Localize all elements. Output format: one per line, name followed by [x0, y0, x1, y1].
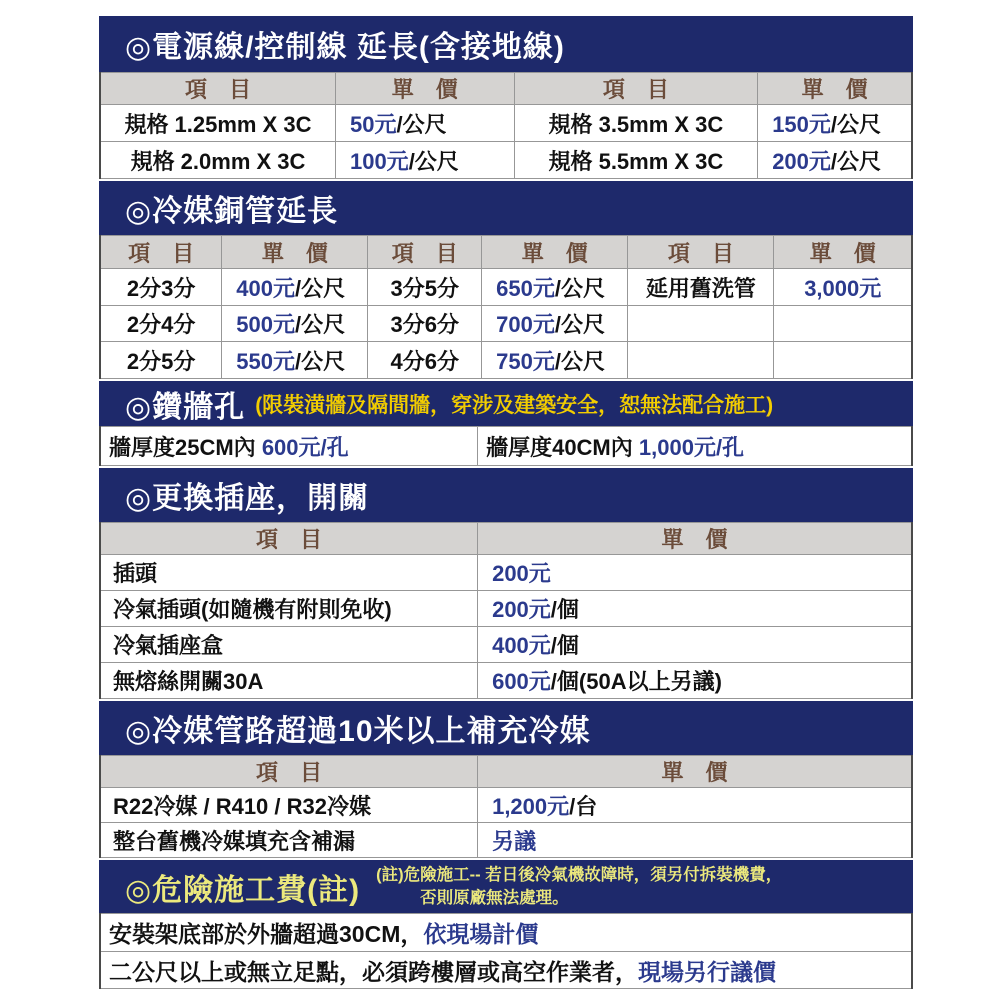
price-unit: /公尺 [554, 312, 605, 337]
installation-price-sheet [99, 16, 913, 989]
cell-price [478, 788, 912, 823]
cell-price [478, 823, 912, 858]
pricing-note: 現場另行議價 [638, 958, 776, 985]
section-copper-pipe-titlebar [99, 181, 913, 235]
wall-thickness-label: 牆厚度40CM內 [486, 434, 639, 460]
price-value: 550元 [236, 348, 296, 374]
cell-pipe-size: 4分6分 [368, 342, 482, 379]
cell-danger-condition [100, 952, 912, 989]
cell-item: 冷氣插座盒 [100, 627, 478, 663]
cell-price [482, 306, 628, 342]
section-refrigerant-titlebar [99, 701, 913, 755]
cell-item: 插頭 [100, 555, 478, 591]
cell-price [478, 627, 912, 663]
table-row [100, 788, 912, 823]
column-header-price: 單 價 [774, 236, 912, 269]
cell-price [222, 306, 368, 342]
price-value: 200元 [772, 148, 831, 174]
section-refrigerant-title: ◎冷媒管路超過10米以上補充冷媒 [125, 715, 591, 748]
column-header-price: 單 價 [482, 236, 628, 269]
cell-danger-condition [100, 914, 912, 952]
section-wall-drilling-titlebar [99, 381, 913, 426]
cell-empty [774, 306, 912, 342]
cell-price [482, 342, 628, 379]
cell-pipe-size: 2分4分 [100, 306, 222, 342]
table-row [100, 555, 912, 591]
table-row [100, 627, 912, 663]
cell-empty [628, 306, 774, 342]
price-value: 50元 [349, 111, 397, 137]
pricing-note: 依現場計價 [423, 921, 539, 947]
danger-fee-note [376, 864, 788, 909]
cell-spec: 規格 1.25mm X 3C [100, 105, 335, 142]
cell-wall-thickness-price [100, 427, 478, 466]
price-value: 200元 [492, 597, 551, 622]
section-outlet-switch-titlebar [99, 468, 913, 522]
table-row [100, 142, 912, 179]
cell-item: 冷氣插頭(如隨機有附則免收) [100, 591, 478, 627]
column-header-price: 單 價 [478, 523, 912, 555]
cell-pipe-size: 2分5分 [100, 342, 222, 379]
column-header-price: 單 價 [335, 73, 514, 105]
price-value: 400元 [236, 275, 296, 301]
condition-text: 安裝架底部於外牆超過30CM， [109, 921, 424, 947]
column-header-item: 項 目 [628, 236, 774, 269]
cell-reuse-old-pipe: 延用舊洗管 [628, 269, 774, 306]
price-unit: /個 [550, 633, 579, 658]
price-unit: /公尺 [830, 148, 882, 174]
price-value: 1,000元/孔 [638, 434, 745, 460]
outlet-switch-header-row [100, 523, 912, 555]
cell-price [774, 269, 912, 306]
section-copper-pipe-title: ◎冷媒銅管延長 [125, 195, 339, 228]
price-value: 100元 [349, 148, 409, 174]
price-unit: /公尺 [295, 275, 346, 301]
price-unit: /台 [569, 793, 598, 819]
price-value: 400元 [492, 633, 551, 658]
table-row [100, 342, 912, 379]
price-value: 200元 [492, 561, 551, 586]
table-row [100, 823, 912, 858]
price-value: 600元 [492, 669, 551, 694]
column-header-price: 單 價 [222, 236, 368, 269]
cell-item: R22冷媒 / R410 / R32冷媒 [100, 788, 478, 823]
column-header-price: 單 價 [478, 756, 912, 788]
price-value: 3,000元 [804, 275, 882, 301]
column-header-item: 項 目 [100, 756, 478, 788]
price-unit: /公尺 [554, 348, 605, 374]
section-wall-drilling-title: ◎鑽牆孔 [125, 390, 246, 424]
wall-drilling-restriction-note: (限裝潢牆及隔間牆，穿涉及建築安全，恕無法配合施工) [255, 393, 774, 417]
price-value: 700元 [496, 312, 555, 337]
column-header-item: 項 目 [100, 236, 222, 269]
wall-drilling-table [99, 426, 913, 466]
price-value: 600元/孔 [261, 434, 349, 460]
copper-pipe-table [99, 235, 913, 379]
section-danger-fee-title: ◎危險施工費(註) [125, 873, 361, 907]
cell-price [335, 142, 514, 179]
cell-spec: 規格 5.5mm X 3C [514, 142, 758, 179]
column-header-price: 單 價 [758, 73, 912, 105]
price-value: 750元 [496, 348, 555, 374]
table-row [100, 663, 912, 699]
cell-item: 整台舊機冷媒填充含補漏 [100, 823, 478, 858]
column-header-item: 項 目 [368, 236, 482, 269]
section-power-cable-title: ◎電源線/控制線 延長(含接地線) [125, 31, 565, 64]
column-header-item: 項 目 [100, 73, 335, 105]
wall-thickness-label: 牆厚度25CM內 [109, 434, 262, 460]
price-unit: /公尺 [554, 275, 605, 301]
table-row [100, 105, 912, 142]
cell-price [758, 142, 912, 179]
cell-spec: 規格 2.0mm X 3C [100, 142, 335, 179]
table-row [100, 952, 912, 989]
cell-price [222, 342, 368, 379]
cell-price [478, 555, 912, 591]
section-power-cable-titlebar [99, 16, 913, 72]
price-unit: /個 [550, 597, 579, 622]
table-row [100, 427, 912, 466]
power-cable-header-row [100, 73, 912, 105]
cell-pipe-size: 3分5分 [368, 269, 482, 306]
cell-price [478, 591, 912, 627]
cell-spec: 規格 3.5mm X 3C [514, 105, 758, 142]
cell-wall-thickness-price [478, 427, 912, 466]
power-cable-table [99, 72, 913, 179]
section-danger-fee-titlebar [99, 860, 913, 913]
price-value: 1,200元 [492, 793, 570, 819]
price-unit: /公尺 [295, 312, 346, 337]
price-value: 500元 [236, 312, 296, 337]
cell-price [335, 105, 514, 142]
cell-empty [774, 342, 912, 379]
cell-price [482, 269, 628, 306]
table-row [100, 306, 912, 342]
price-unit: /公尺 [295, 348, 346, 374]
table-row [100, 914, 912, 952]
section-outlet-switch-title: ◎更換插座，開關 [125, 482, 370, 515]
price-unit: /公尺 [408, 148, 459, 174]
price-unit: /個(50A以上另議) [550, 669, 722, 694]
danger-fee-note-line2: 否則原廠無法處理。 [420, 888, 569, 907]
refrigerant-header-row [100, 756, 912, 788]
copper-pipe-header-row [100, 236, 912, 269]
price-value: 150元 [772, 111, 831, 137]
price-unit: /公尺 [396, 111, 447, 137]
cell-price [478, 663, 912, 699]
cell-pipe-size: 2分3分 [100, 269, 222, 306]
column-header-item: 項 目 [514, 73, 758, 105]
condition-text: 二公尺以上或無立足點，必須跨樓層或高空作業者， [109, 958, 638, 985]
price-unit: /公尺 [830, 111, 882, 137]
danger-fee-table [99, 913, 913, 989]
cell-price [758, 105, 912, 142]
cell-empty [628, 342, 774, 379]
cell-pipe-size: 3分6分 [368, 306, 482, 342]
cell-price [222, 269, 368, 306]
price-value: 另議 [492, 828, 537, 854]
cell-item: 無熔絲開關30A [100, 663, 478, 699]
table-row [100, 591, 912, 627]
refrigerant-table [99, 755, 913, 858]
price-value: 650元 [496, 275, 555, 301]
column-header-item: 項 目 [100, 523, 478, 555]
outlet-switch-table [99, 522, 913, 699]
table-row [100, 269, 912, 306]
danger-fee-note-line1: (註)危險施工-- 若日後冷氣機故障時，須另付拆裝機費， [376, 866, 783, 885]
